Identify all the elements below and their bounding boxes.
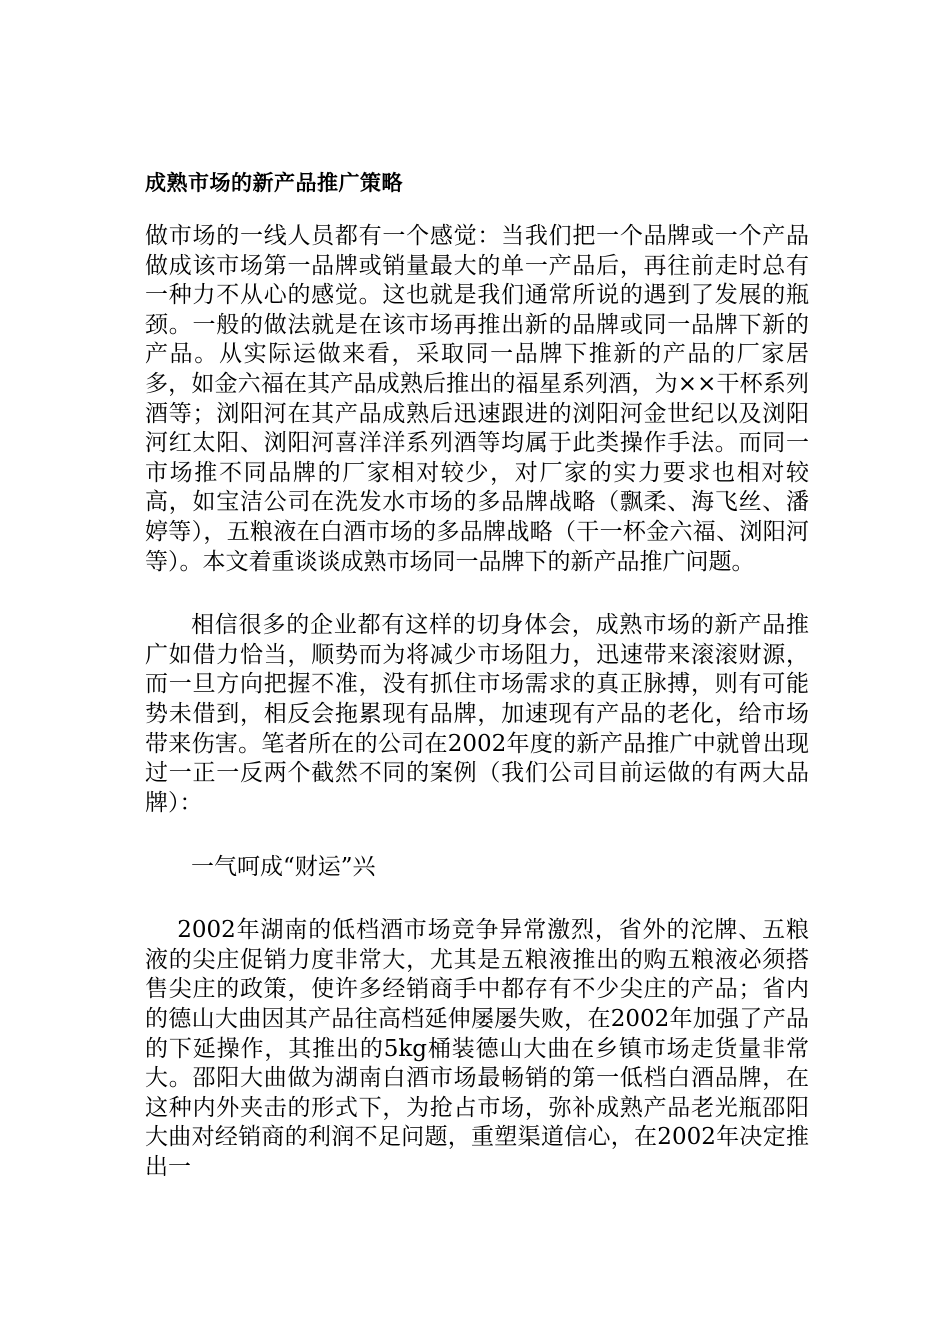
section-heading: 一气呵成“财运”兴	[191, 854, 376, 881]
paragraph-case: 2002年湖南的低档酒市场竞争异常激烈，省外的沱牌、五粮液的尖庄促销力度非常大，尤其是五粮液推出的购五粮液必须搭售尖庄的政策，使许多经销商手中都存有不少尖庄的产品；省内的德山大曲因其产品往高档延伸屡屡失败，在2002年加强了产品的下延操作，其推出的5kg桶装德山大曲在乡镇市场走货量非常大。邵阳大曲做为湖南白酒市场最畅销的第一低档白酒品牌，在这种内外夹击的形式下，为抢占市场，弥补成熟产品老光瓶邵阳大曲对经销商的利润不足问题，重塑渠道信心，在2002年决定推出一	[145, 917, 809, 1181]
document-body	[145, 168, 809, 1183]
paragraph-intro: 做市场的一线人员都有一个感觉：当我们把一个品牌或一个产品做成该市场第一品牌或销量最大的单一产品后，再往前走时总有一种力不从心的感觉。这也就是我们通常所说的遇到了发展的瓶颈。一般的做法就是在该市场再推出新的品牌或同一品牌下新的产品。从实际运做来看，采取同一品牌下推新的产品的厂家居多，如金六福在其产品成熟后推出的福星系列酒，为××干杯系列酒等；浏阳河在其产品成熟后迅速跟进的浏阳河金世纪以及浏阳河红太阳、浏阳河喜洋洋系列酒等均属于此类操作手法。而同一市场推不同品牌的厂家相对较少，对厂家的实力要求也相对较高，如宝洁公司在洗发水市场的多品牌战略（飘柔、海飞丝、潘婷等），五粮液在白酒市场的多品牌战略（干一杯金六福、浏阳河等）。本文着重谈谈成熟市场同一品牌下的新产品推广问题。	[145, 223, 809, 575]
document-title: 成熟市场的新产品推广策略	[145, 171, 403, 195]
paragraph-experience: 相信很多的企业都有这样的切身体会，成熟市场的新产品推广如借力恰当，顺势而为将减少市场阻力，迅速带来滚滚财源，而一旦方向把握不准，没有抓住市场需求的真正脉搏，则有可能势未借到，相反会拖累现有品牌，加速现有产品的老化，给市场带来伤害。笔者所在的公司在2002年度的新产品推广中就曾出现过一正一反两个截然不同的案例（我们公司目前运做的有两大品牌）：	[145, 612, 809, 816]
